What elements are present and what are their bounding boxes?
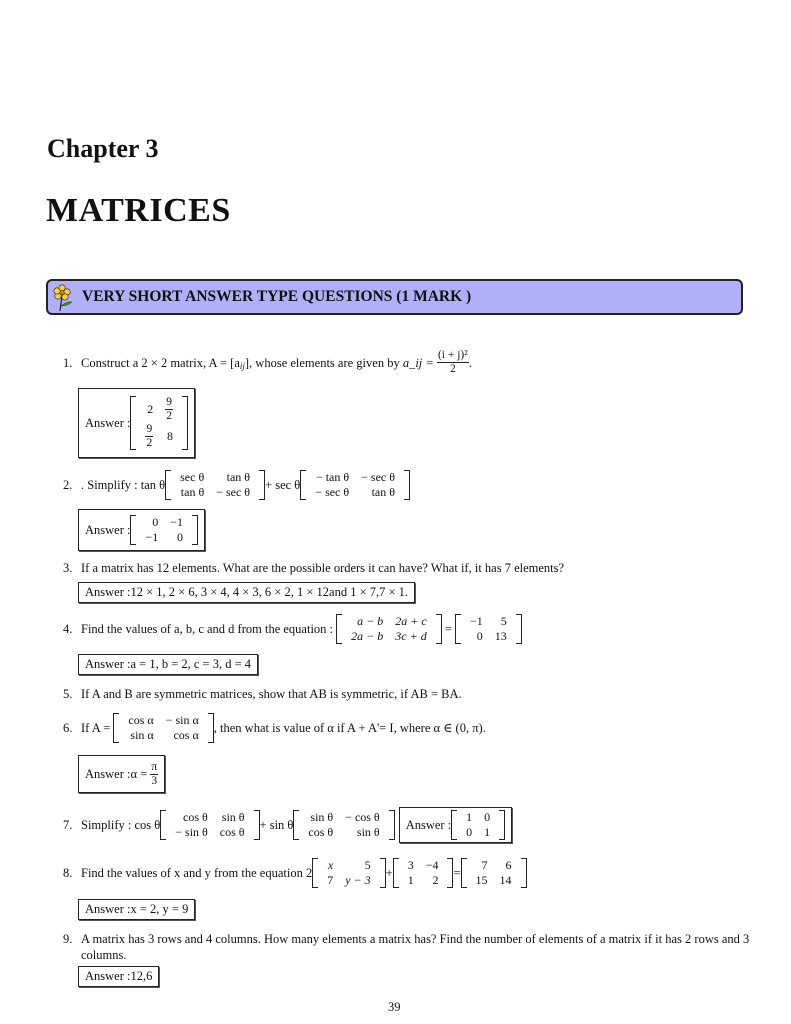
question-5: 5. If A and B are symmetric matrices, show that AB is symmetric, if AB = BA. [63,687,462,701]
answer-2: Answer : 0 −1 −1 0 [78,509,205,551]
question-8: 8. Find the values of x and y from the equation 2 x 5 7 y − 3 + 3 −4 1 2 = 7 6 15 14 [63,858,527,888]
answer-matrix: 2 $\frac{9}{2}$ $\frac{9}{2}$ 8 [130,396,188,450]
matrix: − tan θ − sec θ − sec θ tan θ [300,470,410,500]
formula-fraction: $\frac{\text{(i + j)²}}{2}$ [437,349,468,375]
answer-8: Answer :x = 2, y = 9 [78,899,195,920]
answer-6: Answer :α = $\frac{\pi}{3}$ [78,755,165,793]
section-heading: VERY SHORT ANSWER TYPE QUESTIONS (1 MARK ) [82,288,472,305]
answer-3: Answer :12 × 1, 2 × 6, 3 × 4, 4 × 3, 6 × 2, 1 × 12and 1 × 7,7 × 1. [78,582,415,603]
answer-4: Answer :a = 1, b = 2, c = 3, d = 4 [78,654,258,675]
question-6: 6. If A = cos α − sin α sin α cos α , then what is value of α if A + A'= I, where α ∈ (0, π). [63,713,486,742]
matrix: sec θ tan θ tan θ − sec θ [165,470,265,500]
answer-7: Answer : 1 0 0 1 [399,807,512,843]
question-2: 2. . Simplify : tan θ sec θ tan θ tan θ − sec θ + sec θ − tan θ − sec θ − sec θ tan θ [63,470,410,500]
question-3: 3. If a matrix has 12 elements. What are the possible orders it can have? What if, it has 7 elements? [63,561,565,575]
section-banner [46,279,743,315]
question-4: 4. Find the values of a, b, c and d from the equation : a − b 2a + c 2a − b 3c + d = −1 5 0 13 [63,614,522,644]
question-1: 1. Construct a 2 × 2 matrix, A = [a ij ], whose elements are given by a_ij = $\frac{\text{(i + j)²}}{2}$ . [63,349,472,375]
question-7: 7. Simplify : cos θ cos θ sin θ − sin θ cos θ + sin θ sin θ − cos θ cos θ sin θ Answer : 1 0 0 1 [63,807,512,843]
page-number: 39 [388,1000,401,1014]
chapter-label: Chapter 3 [47,134,159,163]
chapter-title: MATRICES [46,192,231,229]
question-9: 9. A matrix has 3 rows and 4 columns. How many elements a matrix has? Find the number of elements of a matrix if it has 2 rows and 3 columns. [63,932,750,962]
answer-9: Answer :12,6 [78,966,159,987]
flower-icon [52,284,74,312]
answer-1: Answer : 2 $\frac{9}{2}$ $\frac{9}{2}$ 8 [78,388,195,458]
